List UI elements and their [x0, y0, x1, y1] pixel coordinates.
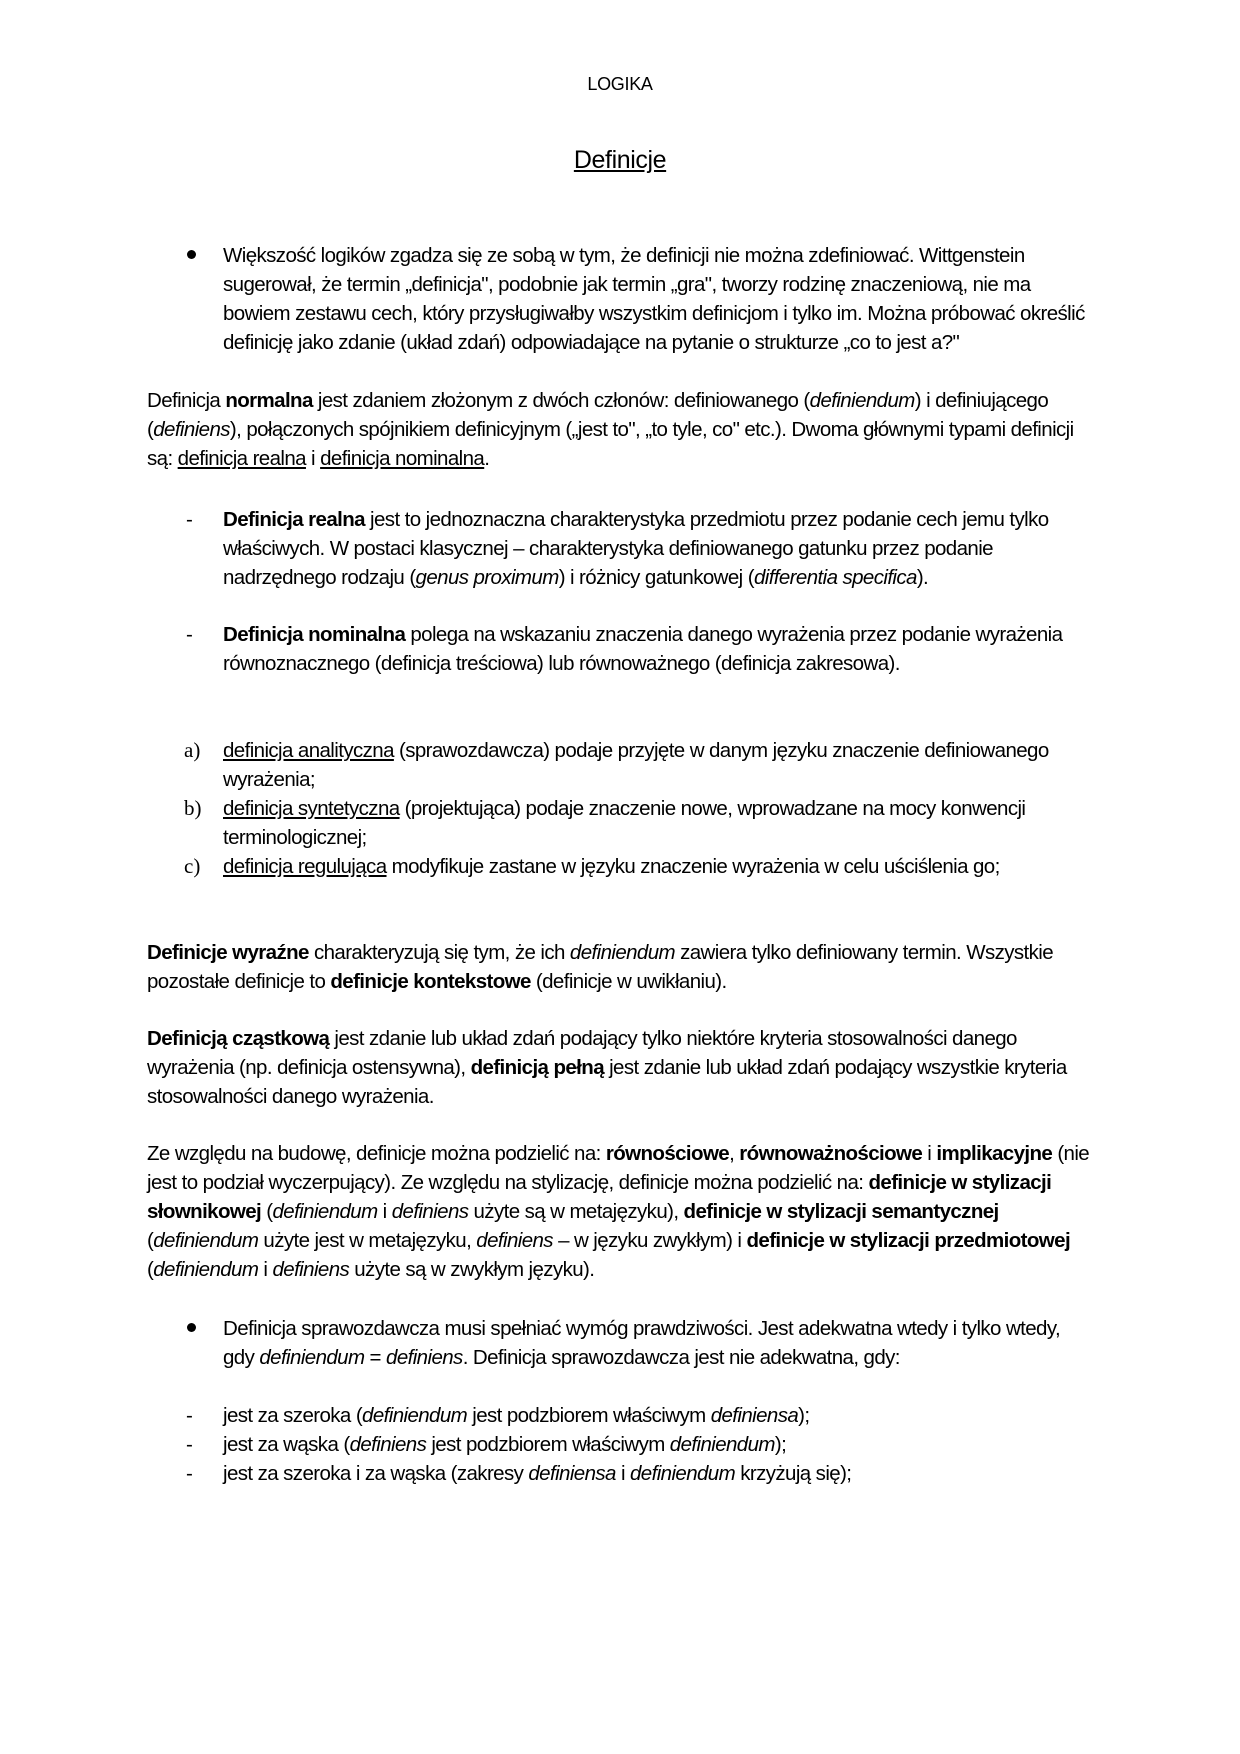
error-item-szeroka: jest za szeroka (definiendum jest podzbiorem właściwym definiensa); [223, 1404, 810, 1427]
bullet-icon [187, 1323, 196, 1332]
intro-paragraph: Większość logików zgadza się ze sobą w tym, że definicji nie można zdefiniować. Wittgenstein sugerował, że termin „definicja", podobnie jak termin „gra", tworzy rodzinę znaczeniową, nie ma bowiem zestawu cech, który przysługiwałby wszystkim definicjom i tylko im. Można próbować określić definicję jako zdanie (układ zdań) odpowiadające na pytanie o strukturze „co to jest a?" [223, 244, 1085, 354]
bullet-icon [187, 250, 196, 259]
dash-marker: - [186, 1433, 193, 1456]
wyrazne-paragraph: Definicje wyraźne charakteryzują się tym, że ich definiendum zawiera tylko definiowany termin. Wszystkie pozostałe definicje to definicje kontekstowe (definicje w uwikłaniu). [147, 941, 1054, 993]
list-marker-b: b) [184, 796, 202, 820]
page-title: Definicje [573, 146, 667, 174]
normal-definition-paragraph: Definicja normalna jest zdaniem złożonym z dwóch członów: definiowanego (definiendum) i definiującego (definiens), połączonych spójnikiem definicyjnym („jest to", „to tyle, co" etc.). Dwoma głównymi typami definicji są: definicja realna i definicja nominalna. [147, 389, 1074, 470]
type-item-regulujaca: definicja regulująca modyfikuje zastane w języku znaczenie wyrażenia w celu uściślenia go; [223, 855, 1000, 878]
link-nominalna: definicja nominalna [320, 447, 485, 470]
list-marker-c: c) [184, 854, 201, 878]
sprawozdawcza-paragraph: Definicja sprawozdawcza musi spełniać wymóg prawdziwości. Jest adekwatna wtedy i tylko wtedy, gdy definiendum = definiens. Definicja sprawozdawcza jest nie adekwatna, gdy: [223, 1317, 1061, 1369]
realna-item: Definicja realna jest to jednoznaczna charakterystyka przedmiotu przez podanie cech jemu tylko właściwych. W postaci klasycznej – charakterystyka definiowanego gatunku przez podanie nadrzędnego rodzaju (genus proximum) i różnicy gatunkowej (differentia specifica). [223, 508, 1049, 589]
czastkowa-paragraph: Definicją cząstkową jest zdanie lub układ zdań podający tylko niektóre kryteria stosowalności danego wyrażenia (np. definicja ostensywna), definicją pełną jest zdanie lub układ zdań podający wszystkie kryteria stosowalności danego wyrażenia. [147, 1027, 1067, 1108]
dash-marker: - [186, 1404, 193, 1427]
dash-marker: - [186, 1462, 193, 1485]
type-item-analityczna: definicja analityczna (sprawozdawcza) podaje przyjęte w danym języku znaczenie definiowanego wyrażenia; [223, 739, 1049, 791]
list-marker-a: a) [184, 738, 201, 762]
type-item-syntetyczna: definicja syntetyczna (projektująca) podaje znaczenie nowe, wprowadzane na mocy konwencji terminologicznej; [223, 797, 1026, 849]
page-header: LOGIKA [587, 74, 653, 94]
error-item-szeroka-waska: jest za szeroka i za wąska (zakresy definiensa i definiendum krzyżują się); [223, 1462, 852, 1485]
error-item-waska: jest za wąska (definiens jest podzbiorem właściwym definiendum); [223, 1433, 787, 1456]
dash-marker: - [186, 508, 193, 531]
link-realna: definicja realna [177, 447, 306, 470]
dash-marker: - [186, 623, 193, 646]
budowa-paragraph: Ze względu na budowę, definicje można podzielić na: równościowe, równoważnościowe i implikacyjne (nie jest to podział wyczerpujący). Ze względu na stylizację, definicje można podzielić na: definicje w stylizacji słownikowej (definiendum i definiens użyte są w metajęzyku), definicje w stylizacji semantycznej (definiendum użyte jest w metajęzyku, definiens – w języku zwykłym) i definicje w stylizacji przedmiotowej (definiendum i definiens użyte są w zwykłym języku). [147, 1142, 1090, 1281]
nominalna-item: Definicja nominalna polega na wskazaniu znaczenia danego wyrażenia przez podanie wyrażenia równoznacznego (definicja treściowa) lub równoważnego (definicja zakresowa). [223, 623, 1063, 675]
